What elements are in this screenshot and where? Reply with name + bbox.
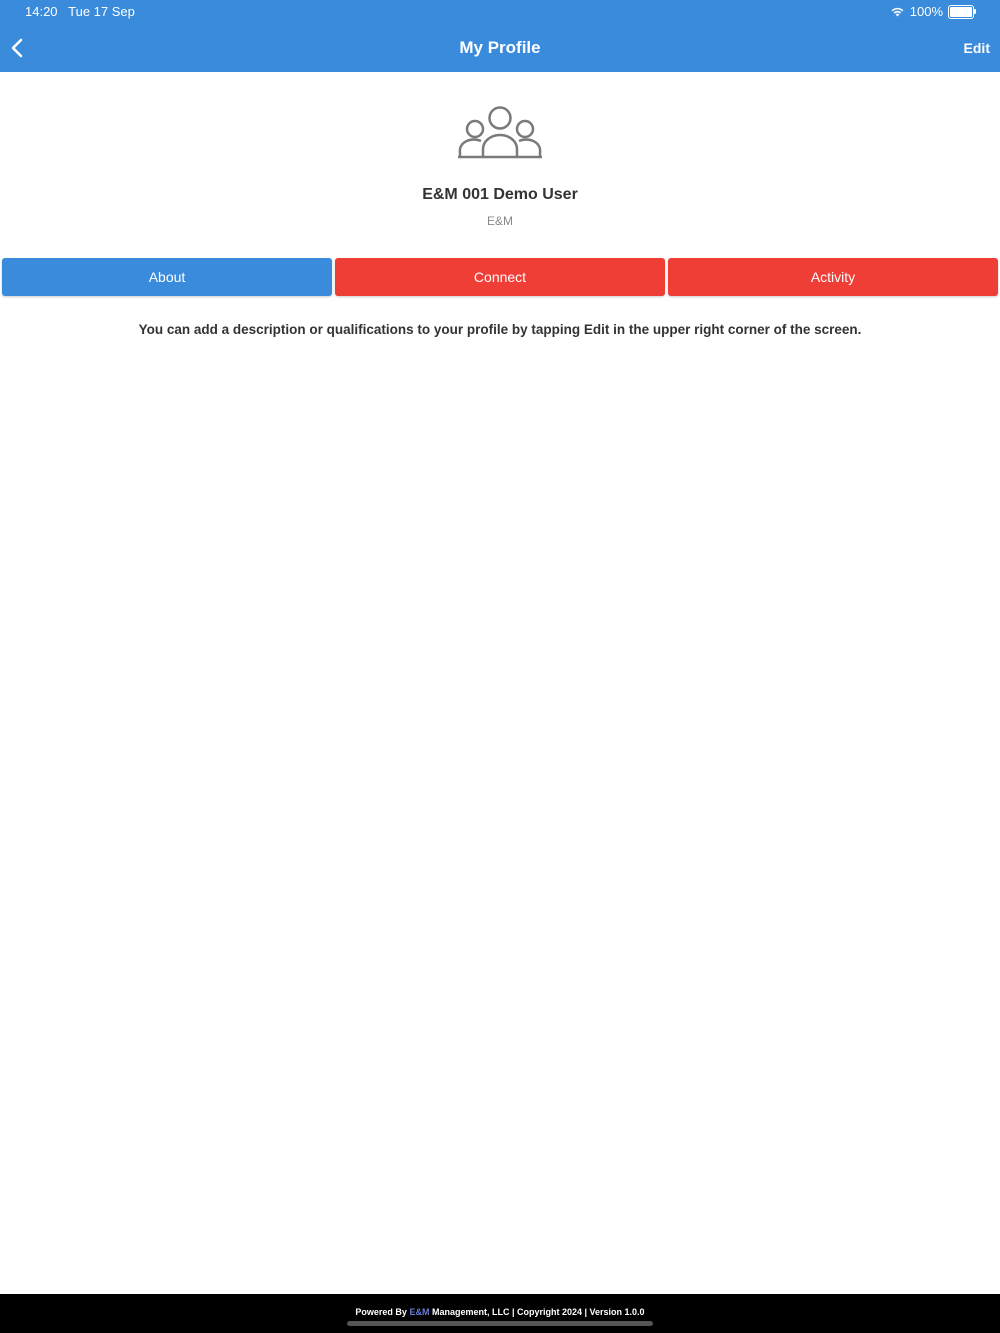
group-users-icon [456, 104, 544, 160]
tab-about[interactable]: About [2, 258, 332, 296]
back-button[interactable] [8, 36, 28, 60]
tab-connect[interactable]: Connect [335, 258, 665, 296]
edit-button[interactable]: Edit [963, 40, 990, 56]
footer-brand: E&M [409, 1307, 430, 1317]
status-clock: 14:20 [25, 4, 58, 19]
footer-text [0, 1307, 1000, 1317]
page-title: My Profile [459, 38, 541, 57]
footer-suffix: Management, LLC | Copyright 2024 | Version 1.0.0 [429, 1307, 645, 1317]
footer-prefix: Powered By [355, 1307, 410, 1317]
footer-bar [0, 1294, 1000, 1333]
home-indicator[interactable] [347, 1321, 653, 1326]
battery-percentage: 100% [909, 4, 943, 19]
user-organization: E&M [486, 214, 513, 228]
battery-icon [948, 5, 974, 19]
about-description: You can add a description or qualifications to your profile by tapping Edit in the upper right corner of the screen. [138, 322, 862, 337]
status-indicators [890, 4, 974, 19]
status-time [25, 4, 135, 19]
status-date: Tue 17 Sep [68, 4, 135, 19]
tab-activity[interactable]: Activity [668, 258, 998, 296]
wifi-icon [890, 6, 905, 17]
user-name: E&M 001 Demo User [422, 186, 578, 203]
profile-tabs [2, 258, 998, 296]
header-bar [0, 0, 1000, 72]
